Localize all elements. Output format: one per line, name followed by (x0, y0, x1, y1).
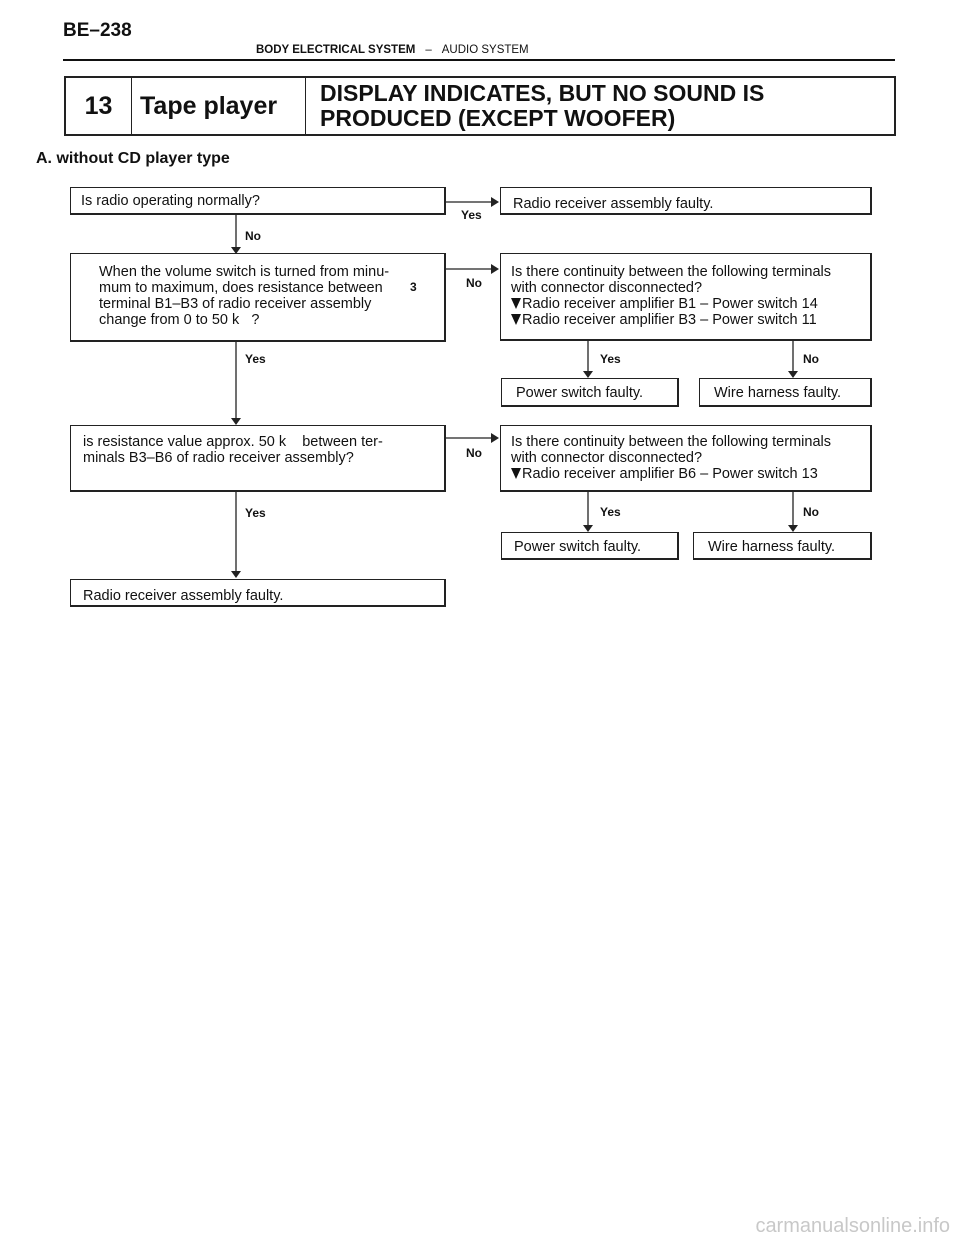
q3-line1: Is there continuity between the following terminals (511, 264, 831, 280)
arrowhead-q4 (231, 418, 241, 425)
result-box-wire-harness-1 (699, 378, 872, 407)
arrowhead-r6 (231, 571, 241, 578)
q1-text: Is radio operating normally? (81, 193, 260, 209)
section-separator: – (425, 44, 432, 56)
arrowhead-r4 (583, 525, 593, 532)
arrowhead-q3 (491, 264, 499, 274)
page-id: BE–238 (63, 20, 132, 41)
r1-text: Radio receiver assembly faulty. (513, 196, 714, 212)
bullet-triangle-icon (511, 298, 521, 309)
q2-line4: change from 0 to 50 k ? (99, 312, 260, 328)
q2-line2: mum to maximum, does resistance between (99, 280, 383, 296)
label-yes-q3-r2: Yes (600, 352, 621, 366)
label-yes-q5-r4: Yes (600, 505, 621, 519)
q3-line2: with connector disconnected? (511, 280, 703, 296)
result-box-power-switch-2 (501, 532, 679, 560)
q5-item1 (511, 466, 860, 482)
q3-item2 (511, 312, 860, 328)
bullet-triangle-icon (511, 314, 521, 325)
q4-line2: minals B3–B6 of radio receiver assembly? (83, 450, 354, 466)
arrowhead-r1 (491, 197, 499, 207)
question-box-volume-resistance (70, 253, 446, 342)
problem-system: Tape player (132, 78, 306, 134)
section-sub: AUDIO SYSTEM (441, 44, 529, 56)
r4-text: Power switch faulty. (514, 539, 642, 555)
r6-text: Radio receiver assembly faulty. (83, 588, 284, 604)
arrowhead-r3 (788, 371, 798, 378)
label-no-q2-q3: No (466, 276, 482, 290)
label-yes-q1-r1: Yes (461, 208, 482, 222)
q5-line2: with connector disconnected? (511, 450, 703, 466)
q3-line3: Radio receiver amplifier B1 – Power switch 14 (522, 296, 818, 312)
watermark: carmanualsonline.info (755, 1215, 950, 1237)
subheading: A. without CD player type (36, 150, 230, 167)
bullet-triangle-icon (511, 468, 521, 479)
q2-line1: When the volume switch is turned from minu- (99, 264, 390, 280)
r3-text: Wire harness faulty. (714, 385, 842, 401)
problem-number: 13 (66, 78, 132, 134)
label-yes-q2-q4: Yes (245, 352, 266, 366)
q3-item1 (511, 296, 860, 312)
result-box-radio-faulty-1 (500, 187, 872, 215)
result-box-power-switch-1 (501, 378, 679, 407)
label-no-q3-r3: No (803, 352, 819, 366)
question-box-continuity-b1-b3 (500, 253, 872, 341)
result-box-radio-faulty-2 (70, 579, 446, 607)
q5-line3: Radio receiver amplifier B6 – Power switch 13 (522, 466, 818, 482)
r5-text: Wire harness faulty. (708, 539, 836, 555)
arrowhead-r2 (583, 371, 593, 378)
q2-line3: terminal B1–B3 of radio receiver assembly (99, 296, 372, 312)
q3-line4: Radio receiver amplifier B3 – Power switch 11 (522, 312, 817, 328)
label-no-q5-r5: No (803, 505, 819, 519)
label-no-q4-q5: No (466, 446, 482, 460)
q4-line1: is resistance value approx. 50 k between ter- (83, 434, 383, 450)
arrowhead-r5 (788, 525, 798, 532)
result-box-wire-harness-2 (693, 532, 872, 560)
question-box-radio-operating (70, 187, 446, 215)
label-yes-q4-r6: Yes (245, 506, 266, 520)
problem-description-line2: PRODUCED (EXCEPT WOOFER) (320, 105, 676, 131)
arrowhead-q5 (491, 433, 499, 443)
label-no-q1-q2: No (245, 229, 261, 243)
q5-line1: Is there continuity between the following terminals (511, 434, 831, 450)
problem-description-line1: DISPLAY INDICATES, BUT NO SOUND IS (320, 80, 765, 106)
r2-text: Power switch faulty. (516, 385, 644, 401)
question-box-resistance-b3-b6 (70, 425, 446, 492)
section-main: BODY ELECTRICAL SYSTEM (256, 44, 416, 56)
question-box-continuity-b6 (500, 425, 872, 492)
stray-mark: 3 (410, 280, 417, 294)
